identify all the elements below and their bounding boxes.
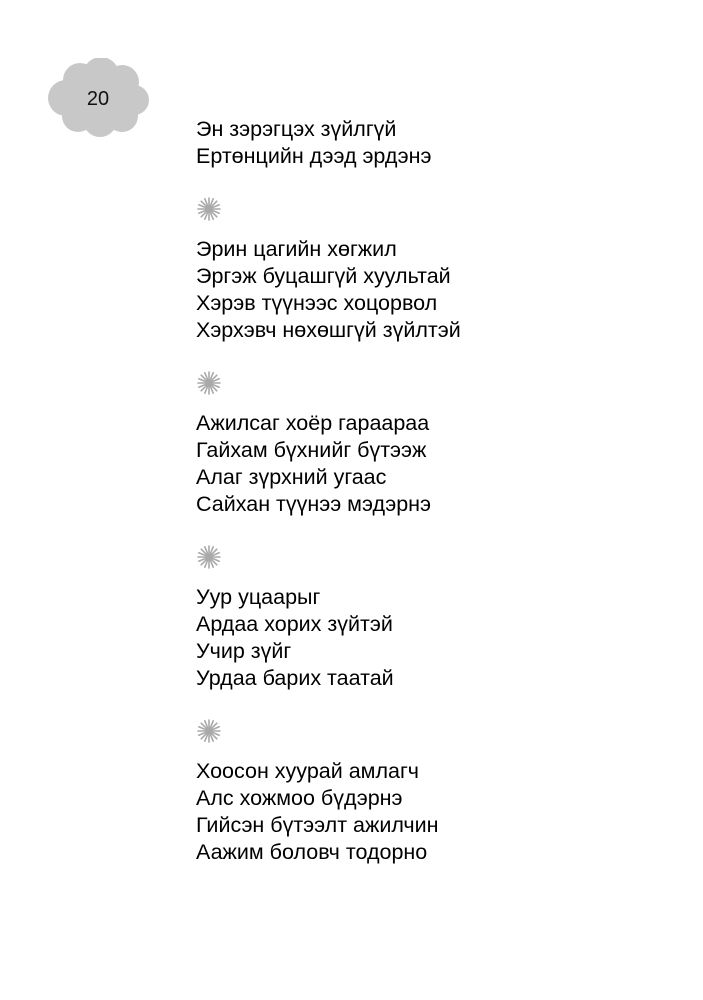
poem-line: Учир зүйг <box>196 639 292 663</box>
poem-line: Аажим боловч тодорно <box>196 840 428 864</box>
poem-line: Гайхам бүхнийг бүтээж <box>196 438 427 462</box>
stanza-2 <box>196 236 656 344</box>
stanza-5 <box>196 758 656 866</box>
stanza-4 <box>196 584 656 692</box>
poem-line: Гийсэн бүтээлт ажилчин <box>196 813 439 837</box>
poem-line: Хэрхэвч нөхөшгүй зүйлтэй <box>196 318 461 342</box>
poem-line: Хоосон хуурай амлагч <box>196 759 419 783</box>
asterisk-burst-icon <box>197 545 221 569</box>
asterisk-burst-icon <box>197 197 221 221</box>
poem-line: Эргэж буцашгүй хуультай <box>196 264 451 288</box>
poem-line: Алаг зүрхний угаас <box>196 465 387 489</box>
asterisk-burst-icon <box>197 719 221 743</box>
poem-line: Урдаа барих таатай <box>196 666 394 690</box>
poem-line: Сайхан түүнээ мэдэрнэ <box>196 492 432 516</box>
poem-line: Алс хожмоо бүдэрнэ <box>196 786 403 810</box>
page-number-badge <box>46 58 150 138</box>
poem-line: Эрин цагийн хөгжил <box>196 237 397 261</box>
poem-line: Хэрэв түүнээс хоцорвол <box>196 291 438 315</box>
asterisk-burst-icon <box>197 371 221 395</box>
poem-line: Ертөнцийн дээд эрдэнэ <box>196 144 432 168</box>
poem-line: Ардаа хорих зүйтэй <box>196 612 393 636</box>
page-number: 20 <box>86 88 110 110</box>
stanza-3 <box>196 410 656 518</box>
stanza-1 <box>196 116 656 170</box>
poem-line: Ажилсаг хоёр гараараа <box>196 411 430 435</box>
poem-line: Эн зэрэгцэх зүйлгүй <box>196 117 397 141</box>
poem-line: Уур уцаарыг <box>196 585 321 609</box>
poem <box>196 116 656 866</box>
